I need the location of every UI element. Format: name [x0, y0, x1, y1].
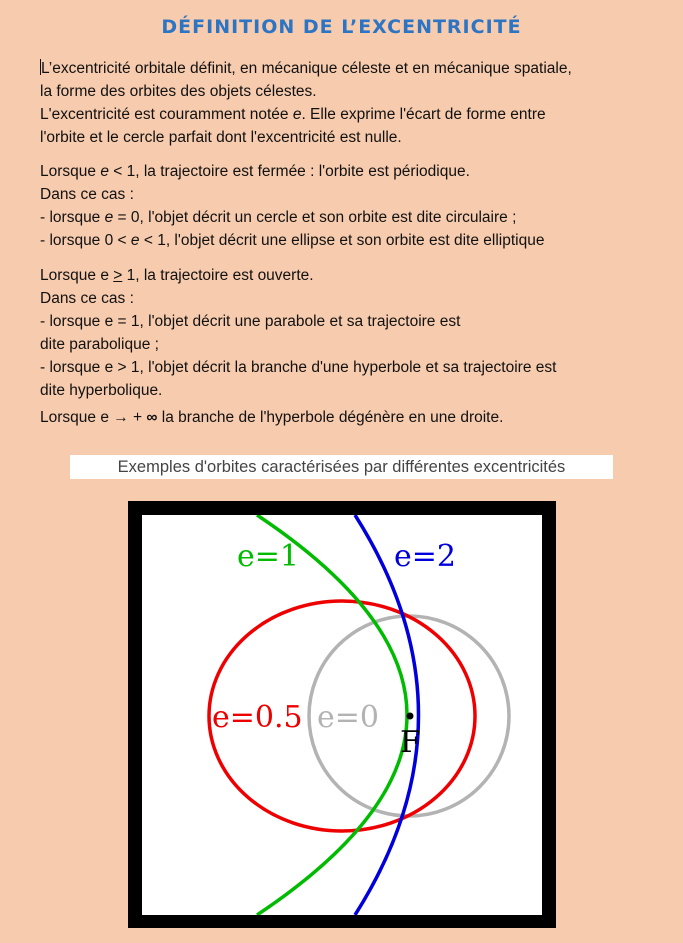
open-line-7: Lorsque e → + ∞ la branche de l'hyperbole dégénère en une droite.: [40, 409, 504, 426]
closed-orbit-paragraph: [40, 160, 660, 252]
closed-line-1: Lorsque e < 1, la trajectoire est fermée : l'orbite est périodique.: [40, 163, 470, 180]
figure-caption: Exemples d'orbites caractérisées par différentes excentricités: [70, 455, 613, 479]
intro-line-1: L’excentricité orbitale définit, en mécanique céleste et en mécanique spatiale,: [41, 60, 572, 77]
closed-line-4: - lorsque 0 < e < 1, l'objet décrit une ellipse et son orbite est dite elliptique: [40, 232, 545, 249]
intro-line-4: l'orbite et le cercle parfait dont l'excentricité est nulle.: [40, 129, 402, 146]
open-line-2: Dans ce cas :: [40, 290, 134, 307]
label-e1: e=1: [237, 539, 299, 574]
open-line-5: - lorsque e > 1, l'objet décrit la branche d'une hyperbole et sa trajectoire est: [40, 359, 557, 376]
focus-point: [407, 713, 414, 720]
intro-line-3: L'excentricité est couramment notée e. Elle exprime l'écart de forme entre: [40, 106, 546, 123]
closed-line-2: Dans ce cas :: [40, 186, 134, 203]
open-line-4: dite parabolique ;: [40, 336, 159, 353]
open-line-3: - lorsque e = 1, l'objet décrit une parabole et sa trajectoire est: [40, 313, 461, 330]
focus-label: F: [400, 725, 421, 760]
arrow-icon: →: [113, 409, 129, 426]
infinity-icon: ∞: [146, 409, 158, 426]
open-orbit-paragraph: [40, 264, 660, 429]
orbit-diagram: [142, 515, 542, 915]
label-e0: e=0: [317, 700, 379, 735]
intro-line-2: la forme des orbites des objets célestes.: [40, 83, 317, 100]
orbit-figure-frame: [128, 501, 556, 928]
open-line-1: Lorsque e > 1, la trajectoire est ouverte.: [40, 267, 314, 284]
closed-line-3: - lorsque e = 0, l'objet décrit un cercle et son orbite est dite circulaire ;: [40, 209, 517, 226]
page-title: DÉFINITION DE L’EXCENTRICITÉ: [161, 16, 522, 38]
intro-paragraph: [40, 57, 660, 149]
label-e05: e=0.5: [212, 700, 303, 735]
orbit-figure: [142, 515, 542, 915]
label-e2: e=2: [394, 539, 456, 574]
open-line-6: dite hyperbolique.: [40, 382, 163, 399]
